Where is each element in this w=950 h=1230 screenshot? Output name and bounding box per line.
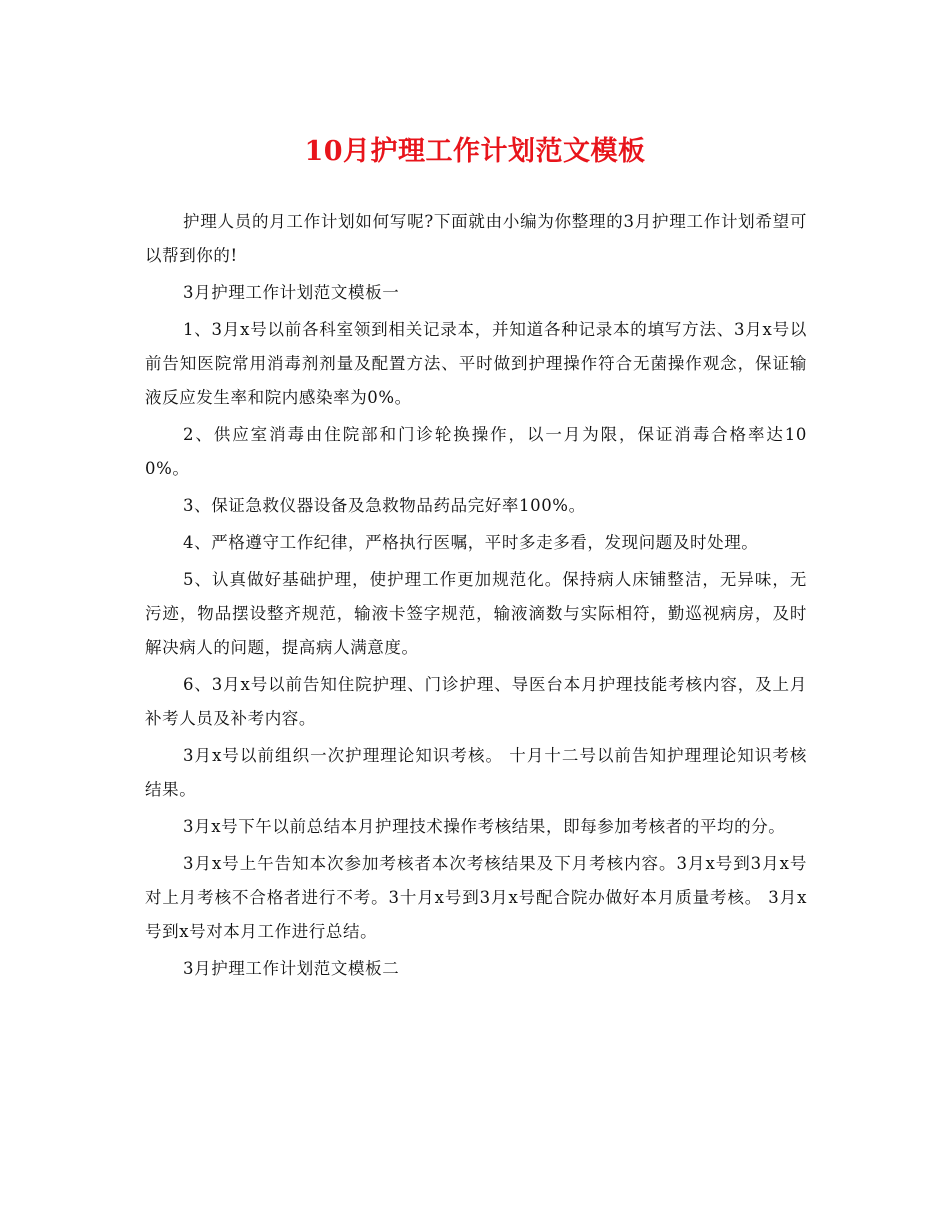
plan-item-1: 1、3月x号以前各科室领到相关记录本，并知道各种记录本的填写方法、3月x号以前告知医院常用消毒剂剂量及配置方法、平时做到护理操作符合无菌操作观念，保证输液反应发生率和院内感染率为0%。 (145, 320, 807, 407)
plan-item-2: 2、供应室消毒由住院部和门诊轮换操作，以一月为限，保证消毒合格率达100%。 (145, 425, 807, 478)
plan-item-5: 5、认真做好基础护理，使护理工作更加规范化。保持病人床铺整洁，无异味，无污迹，物品摆设整齐规范，输液卡签字规范，输液滴数与实际相符，勤巡视病房，及时解决病人的问题，提高病人满意度。 (145, 570, 807, 657)
plan-item-4: 4、严格遵守工作纪律，严格执行医嘱，平时多走多看，发现问题及时处理。 (183, 533, 759, 552)
exam-result-paragraph: 3月x号上午告知本次参加考核者本次考核结果及下月考核内容。3月x号到3月x号对上月考核不合格者进行不考。3十月x号到3月x号配合院办做好本月质量考核。 3月x号到x号对本月工作进行总结。 (145, 854, 807, 941)
section-heading-one: 3月护理工作计划范文模板一 (183, 283, 400, 302)
section-heading-two: 3月护理工作计划范文模板二 (183, 959, 400, 978)
exam-summary-paragraph: 3月x号下午以前总结本月护理技术操作考核结果，即每参加考核者的平均的分。 (183, 817, 786, 836)
document-body (145, 205, 807, 989)
plan-item-3: 3、保证急救仪器设备及急救物品药品完好率100%。 (183, 496, 586, 515)
document-title: 10月护理工作计划范文模板 (304, 136, 646, 167)
plan-item-6: 6、3月x号以前告知住院护理、门诊护理、导医台本月护理技能考核内容，及上月补考人员及补考内容。 (145, 675, 807, 728)
intro-paragraph: 护理人员的月工作计划如何写呢?下面就由小编为你整理的3月护理工作计划希望可以帮到你的! (145, 212, 807, 265)
exam-schedule-paragraph: 3月x号以前组织一次护理理论知识考核。 十月十二号以前告知护理理论知识考核结果。 (145, 746, 807, 799)
